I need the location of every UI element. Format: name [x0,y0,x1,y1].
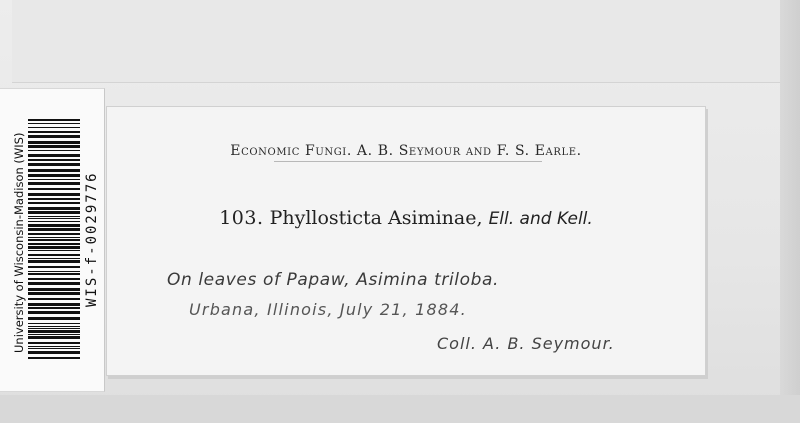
catalog-number: WIS-f-0029776 [84,171,100,307]
specimen-label [106,106,706,376]
label-header: Economic Fungi. A. B. Seymour and F. S. Earle. [230,143,582,159]
institution-name: University of Wisconsin-Madison (WIS) [12,132,26,354]
barcode-label [0,88,105,392]
exsiccata-number: 103. [219,207,264,229]
sheet-edge [780,0,800,423]
header-rule [274,161,542,162]
backing-sheet [12,0,780,83]
locality-line: Urbana, Illinois, July 21, 1884. [189,300,467,319]
species-name: Phyllosticta Asiminae, [269,207,483,229]
bottom-edge [0,395,800,423]
species-line [107,207,705,229]
host-line: On leaves of Papaw, Asimina triloba. [167,270,500,290]
species-authority: Ell. and Kell. [488,209,593,229]
barcode-image [28,119,80,359]
collector-line: Coll. A. B. Seymour. [437,334,615,353]
